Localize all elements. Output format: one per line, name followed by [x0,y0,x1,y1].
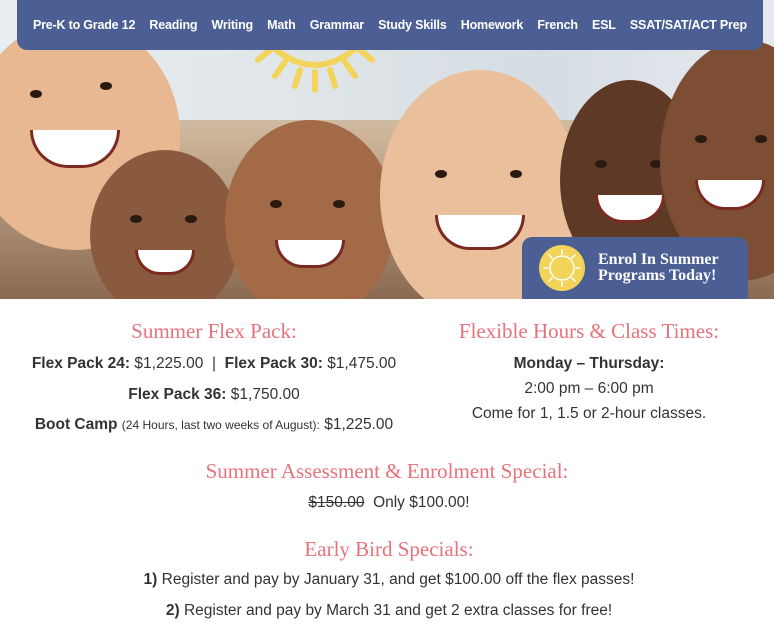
nav-item-homework[interactable]: Homework [460,18,524,32]
assessment-new-price: Only $100.00! [373,494,470,511]
boot-camp-line [0,416,428,434]
flex-pack-heading: Summer Flex Pack: [131,319,297,343]
nav-item-reading[interactable]: Reading [149,18,198,32]
nav-item-test-prep[interactable]: SSAT/SAT/ACT Prep [629,18,747,32]
flex-pack-30-price: $1,475.00 [327,355,397,372]
enrol-summer-label [598,252,719,284]
early-bird-item-2 [0,602,774,620]
flex-pack-24-label: Flex Pack 24: [31,355,131,372]
boot-camp-price: $1,225.00 [324,416,394,433]
flex-pack-36-line [0,386,428,404]
nav-item-study-skills[interactable]: Study Skills [378,18,447,32]
early-bird-item-1-number: 1) [143,571,158,588]
hours-time: 2:00 pm – 6:00 pm [524,380,654,397]
boot-camp-note: (24 Hours, last two weeks of August): [121,418,320,432]
boot-camp-label: Boot Camp [34,416,118,433]
enrol-summer-button[interactable] [522,237,748,299]
enrol-line-2: Programs Today! [598,267,717,284]
hero-photo-child [90,150,240,299]
flex-pack-36-label: Flex Pack 36: [128,386,227,403]
pricing-content [0,299,774,641]
hero-banner [0,0,774,299]
nav-item-esl[interactable]: ESL [592,18,616,32]
price-separator: | [211,355,217,372]
early-bird-item-2-number: 2) [165,602,180,619]
hours-note: Come for 1, 1.5 or 2-hour classes. [471,405,707,422]
early-bird-item-1-text: Register and pay by January 31, and get $100.00 off the flex passes! [161,571,635,588]
early-bird-item-1 [0,571,774,589]
sun-badge-icon [538,244,586,292]
assessment-old-price: $150.00 [308,494,365,511]
early-bird-item-2-text: Register and pay by March 31 and get 2 extra classes for free! [183,602,613,619]
flexible-hours-heading: Flexible Hours & Class Times: [458,319,720,343]
flex-pack-24-price: $1,225.00 [134,355,204,372]
hours-days [420,355,758,373]
flex-pack-30-label: Flex Pack 30: [224,355,323,372]
nav-item-french[interactable]: French [537,18,578,32]
hero-photo-child [225,120,395,299]
nav-item-pre-k-to-grade-12[interactable]: Pre-K to Grade 12 [33,18,136,32]
nav-item-writing[interactable]: Writing [211,18,253,32]
hours-days-label: Monday – Thursday: [513,355,665,372]
early-bird-heading: Early Bird Specials: [304,537,474,561]
main-navigation [17,0,763,50]
nav-item-grammar[interactable]: Grammar [309,18,364,32]
nav-item-math[interactable]: Math [267,18,296,32]
enrol-line-1: Enrol In Summer [598,251,719,268]
assessment-price-line [0,494,774,512]
assessment-heading: Summer Assessment & Enrolment Special: [205,459,569,483]
flex-pack-36-price: $1,750.00 [230,386,300,403]
flex-pack-24-30-line [0,355,428,373]
